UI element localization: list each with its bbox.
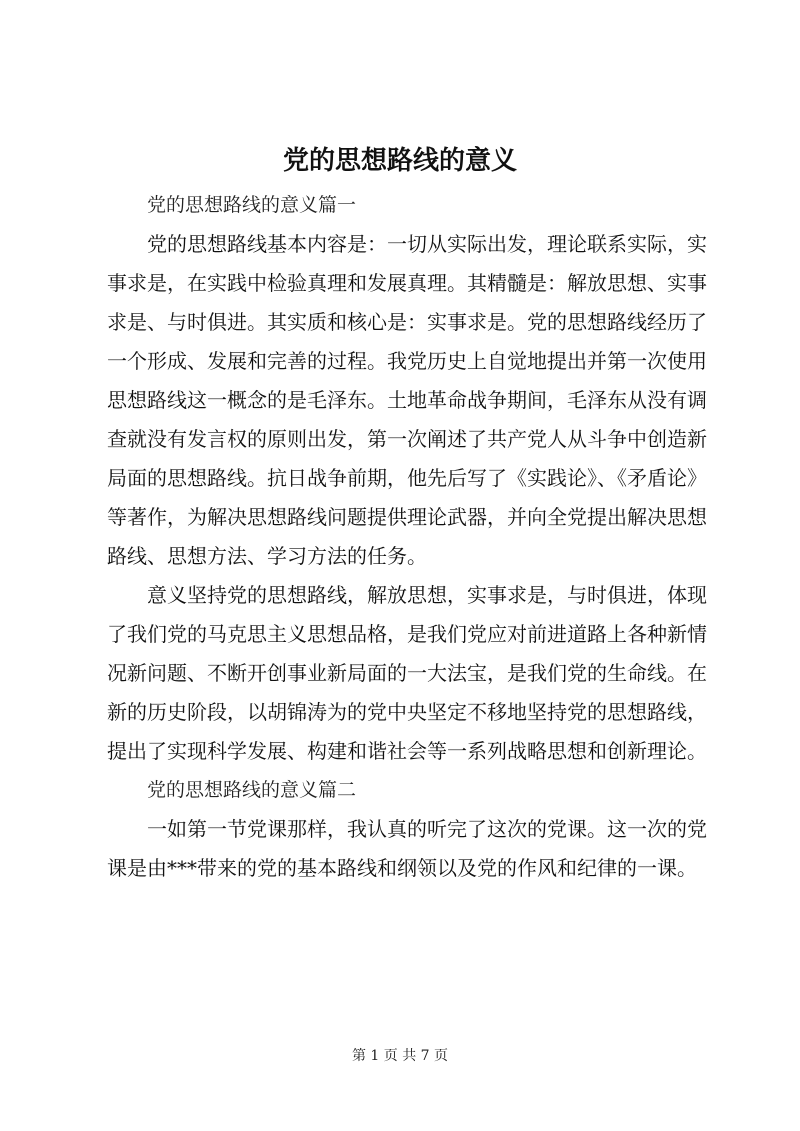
paragraph-1-1: 党的思想路线基本内容是：一切从实际出发，理论联系实际，实事求是，在实践中检验真理和发展真理。其精髓是：解放思想、实事求是、与时俱进。其实质和核心是：实事求是。党的思想路线经历了一个形成、发展和完善的过程。我党历史上自觉地提出并第一次使用思想路线这一概念的是毛泽东。土地革命战争期间，毛泽东从没有调查就没有发言权的原则出发，第一次阐述了共产党人从斗争中创造新局面的思想路线。抗日战争前期，他先后写了《实践论》、《矛盾论》等著作，为解决思想路线问题提供理论武器，并向全党提出解决思想路线、思想方法、学习方法的任务。 bbox=[107, 232, 707, 568]
paragraph-2-1: 一如第一节党课那样，我认真的听完了这次的党课。这一次的党课是由***带来的党的基本路线和纲领以及党的作风和纪律的一课。 bbox=[107, 817, 707, 880]
document-title: 党的思想路线的意义 bbox=[282, 146, 517, 176]
section-heading-1: 党的思想路线的意义篇一 bbox=[147, 194, 357, 216]
page-footer: 第 1 页 共 7 页 bbox=[351, 1048, 449, 1064]
document-body bbox=[107, 186, 707, 888]
paragraph-1-2: 意义坚持党的思想路线，解放思想，实事求是，与时俱进，体现了我们党的马克思主义思想品格，是我们党应对前进道路上各种新情况新问题、不断开创事业新局面的一大法宝，是我们党的生命线。在新的历史阶段，以胡锦涛为的党中央坚定不移地坚持党的思想路线，提出了实现科学发展、构建和谐社会等一系列战略思想和创新理论。 bbox=[107, 583, 707, 763]
section-heading-2: 党的思想路线的意义篇二 bbox=[147, 779, 357, 801]
